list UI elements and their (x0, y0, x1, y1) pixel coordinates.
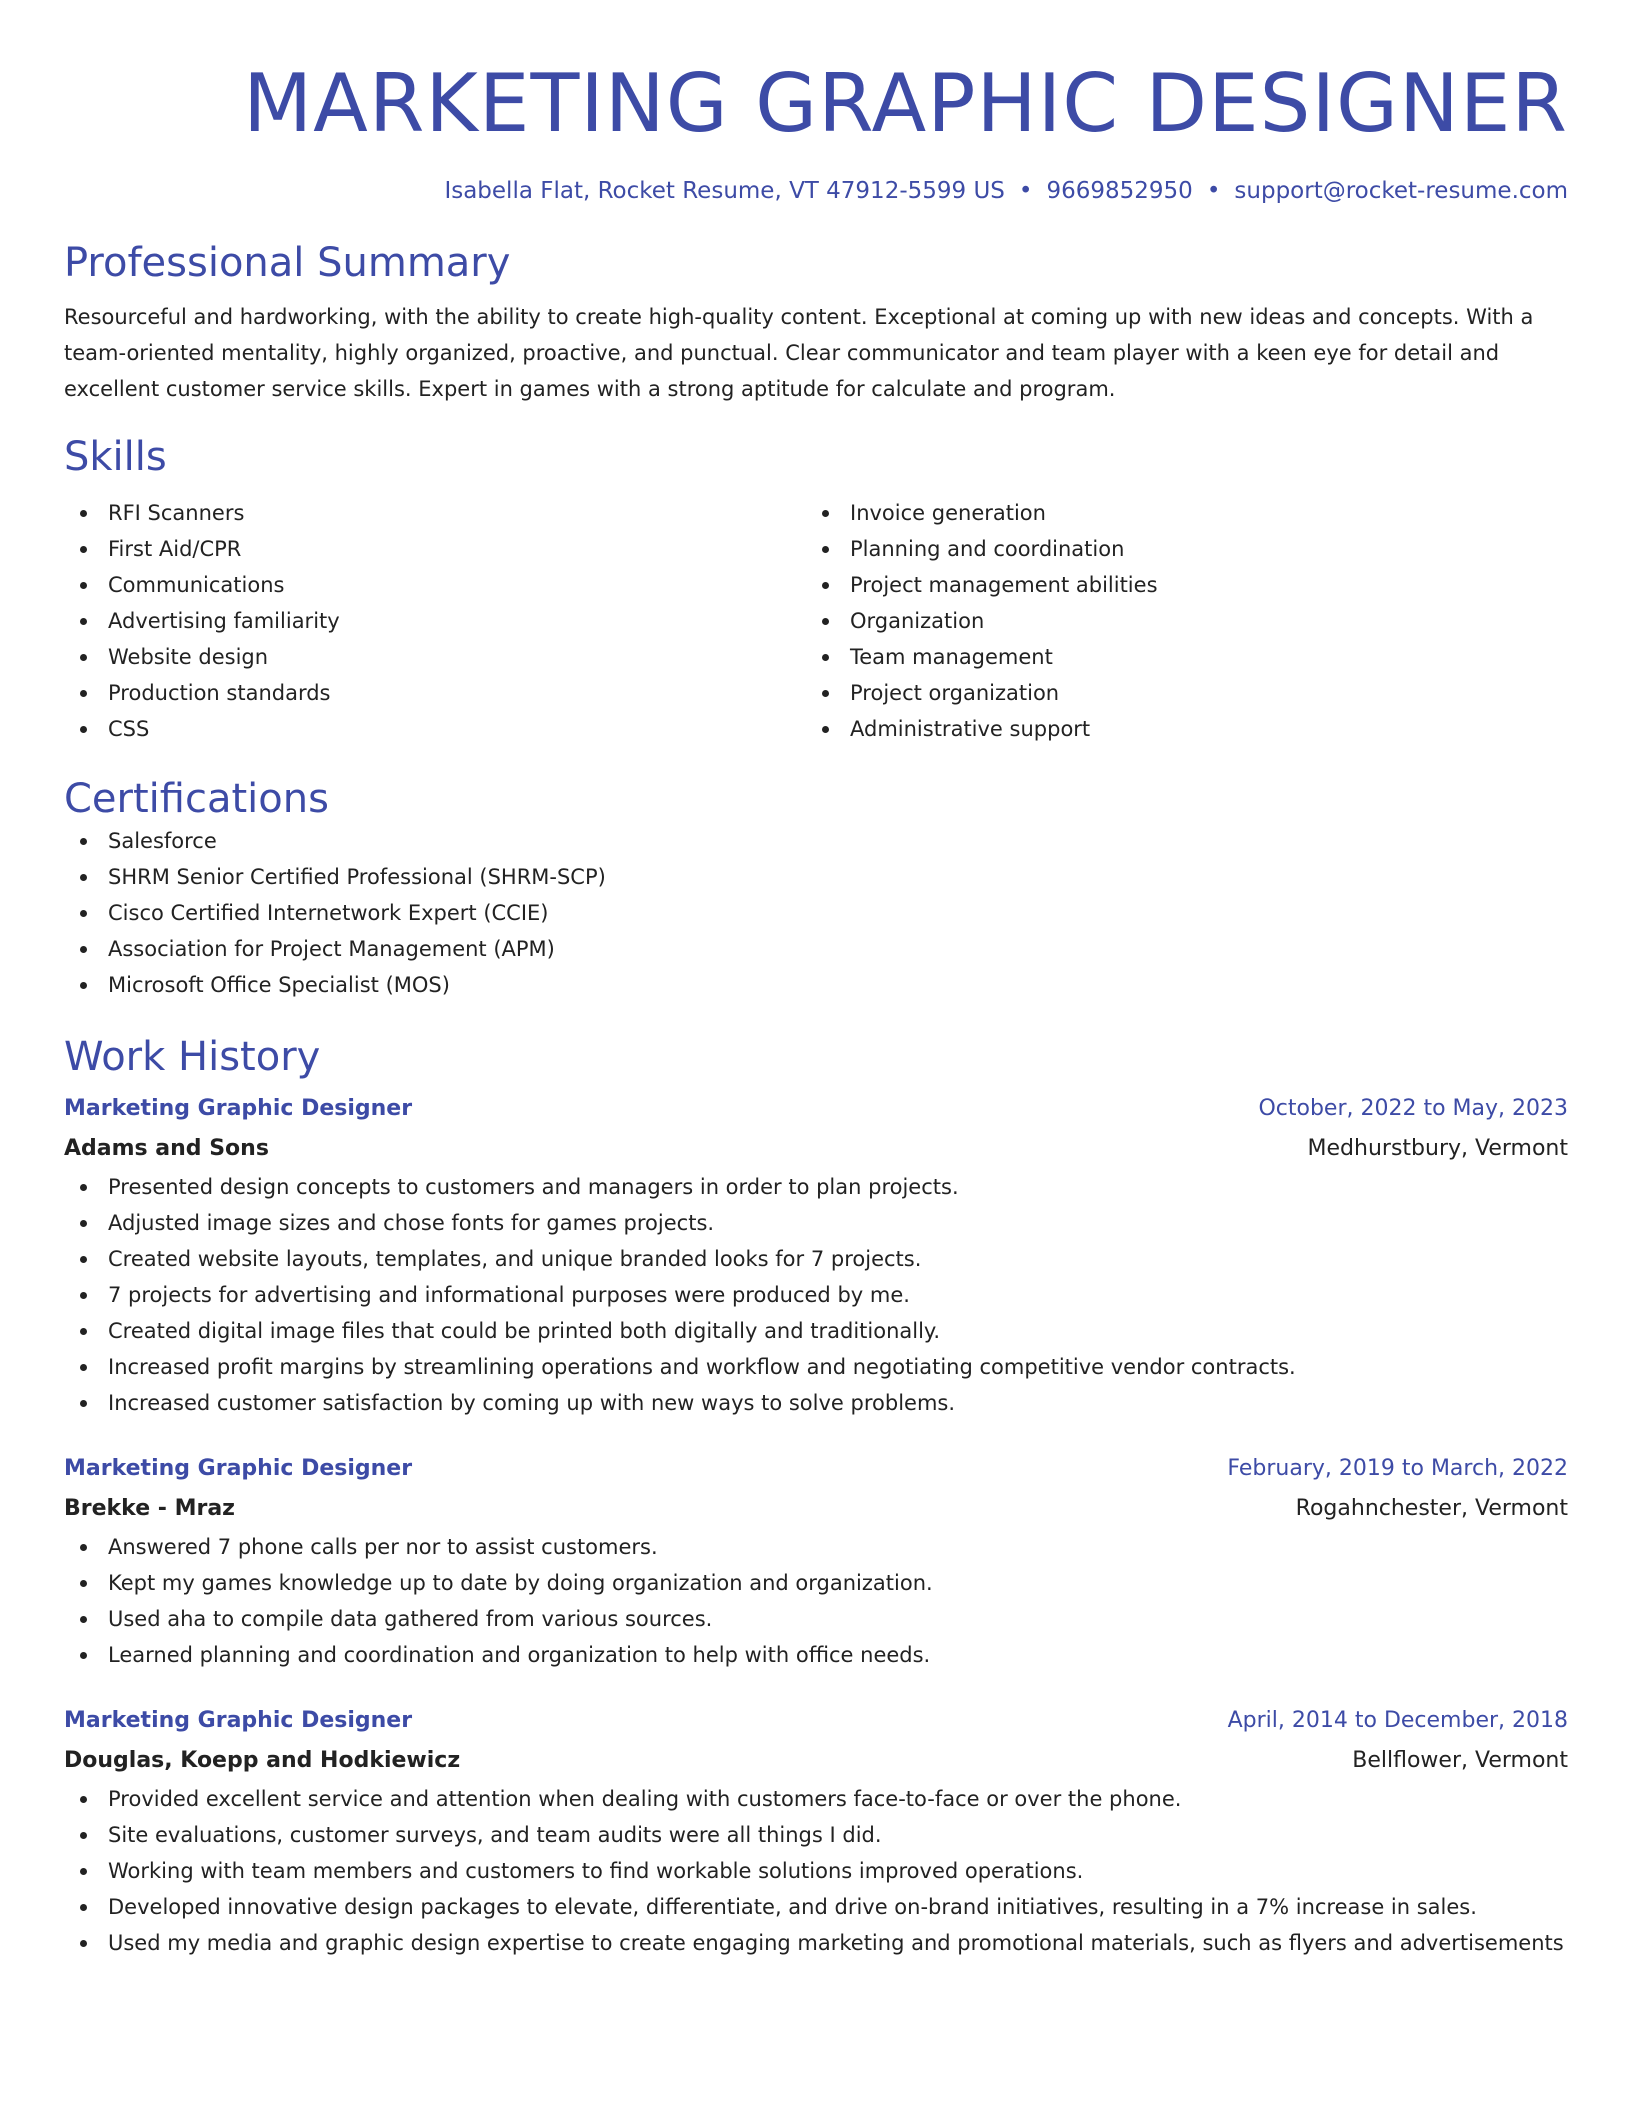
skills-column-left (64, 495, 806, 747)
job-bullet-text: Learned planning and coordination and organization to help with office needs. (108, 1643, 931, 1667)
bullet-icon (822, 654, 829, 661)
job-bullet-text: Developed innovative design packages to elevate, differentiate, and drive on-brand initiatives, resulting in a 7% increase in sales. (108, 1895, 1477, 1919)
bullet-icon (80, 546, 87, 553)
job-bullet (64, 1781, 1568, 1817)
certification-label: SHRM Senior Certified Professional (SHRM-SCP) (108, 865, 606, 889)
bullet-icon (80, 982, 87, 989)
skill-item (806, 675, 1548, 711)
job-entry (64, 1089, 1568, 1421)
bullet-icon (80, 1868, 87, 1875)
skill-label: Website design (108, 645, 269, 669)
certification-item (64, 895, 1568, 931)
bullet-icon (822, 510, 829, 517)
skill-item (806, 711, 1548, 747)
bullet-icon (80, 910, 87, 917)
certification-item (64, 967, 1568, 1003)
job-dates: April, 2014 to December, 2018 (1227, 1708, 1568, 1733)
job-bullet-text: Answered 7 phone calls per nor to assist customers. (108, 1535, 658, 1559)
job-bullet-text: Presented design concepts to customers and managers in order to plan projects. (108, 1175, 959, 1199)
skill-label: Planning and coordination (850, 537, 1125, 561)
bullet-icon (80, 874, 87, 881)
bullet-icon (80, 1400, 87, 1407)
skill-item (64, 711, 806, 747)
job-company: Adams and Sons (64, 1136, 269, 1161)
job-bullet (64, 1925, 1568, 1961)
job-bullet-text: Adjusted image sizes and chose fonts for games projects. (108, 1211, 715, 1235)
certification-label: Salesforce (108, 829, 217, 853)
skills-list-left (64, 495, 806, 747)
job-bullet (64, 1601, 1568, 1637)
skill-item (64, 495, 806, 531)
skill-item (64, 639, 806, 675)
separator-dot: • (1018, 178, 1033, 204)
job-role: Marketing Graphic Designer (64, 1708, 413, 1733)
job-bullet (64, 1889, 1568, 1925)
job-entry (64, 1449, 1568, 1673)
bullet-icon (80, 1292, 87, 1299)
bullet-icon (80, 1184, 87, 1191)
job-bullet-text: Created website layouts, templates, and unique branded looks for 7 projects. (108, 1247, 922, 1271)
job-subheader (64, 1129, 1568, 1169)
bullet-icon (80, 1904, 87, 1911)
job-header (64, 1449, 1568, 1489)
job-dates: February, 2019 to March, 2022 (1227, 1456, 1568, 1481)
bullet-icon (80, 654, 87, 661)
skill-item (806, 495, 1548, 531)
bullet-icon (822, 726, 829, 733)
certifications-list (64, 823, 1568, 1003)
certification-label: Association for Project Management (APM) (108, 937, 555, 961)
job-role: Marketing Graphic Designer (64, 1456, 413, 1481)
skill-label: Organization (850, 609, 985, 633)
resume-page (64, 0, 1568, 1961)
job-bullet (64, 1853, 1568, 1889)
skills-list-right (806, 495, 1548, 747)
skill-label: Communications (108, 573, 285, 597)
summary-heading: Professional Summary (64, 240, 511, 286)
skills-heading: Skills (64, 434, 167, 480)
skill-label: Production standards (108, 681, 331, 705)
job-bullet (64, 1277, 1568, 1313)
bullet-icon (80, 1832, 87, 1839)
skill-item (806, 639, 1548, 675)
bullet-icon (80, 838, 87, 845)
certification-item (64, 823, 1568, 859)
job-bullet (64, 1169, 1568, 1205)
bullet-icon (80, 1364, 87, 1371)
job-location: Bellflower, Vermont (1352, 1748, 1568, 1773)
job-bullet (64, 1241, 1568, 1277)
summary-text: Resourceful and hardworking, with the ability to create high-quality content. Exceptional at coming up with new ideas and concepts. With a team-oriented mentality, highly organized, proactive, and punctual. Clear communicator and team player with a keen eye for detail and excellent customer service skills. Expert in games with a strong aptitude for calculate and program. (64, 305, 1534, 401)
job-header (64, 1701, 1568, 1741)
skill-item (806, 603, 1548, 639)
skill-label: Team management (850, 645, 1053, 669)
contact-email[interactable]: support@rocket-resume.com (1234, 178, 1568, 204)
job-subheader (64, 1489, 1568, 1529)
bullet-icon (822, 618, 829, 625)
skill-item (806, 567, 1548, 603)
job-bullet-text: Used aha to compile data gathered from various sources. (108, 1607, 713, 1631)
certifications-heading: Certifications (64, 776, 329, 822)
job-bullet-text: Increased customer satisfaction by coming up with new ways to solve problems. (108, 1391, 956, 1415)
job-subheader (64, 1741, 1568, 1781)
job-bullet-text: Site evaluations, customer surveys, and team audits were all things I did. (108, 1823, 882, 1847)
bullet-icon (80, 582, 87, 589)
job-bullet-text: Increased profit margins by streamlining operations and workflow and negotiating competitive vendor contracts. (108, 1355, 1296, 1379)
skill-label: Project management abilities (850, 573, 1158, 597)
job-bullet-text: 7 projects for advertising and informational purposes were produced by me. (108, 1283, 910, 1307)
bullet-icon (80, 510, 87, 517)
bullet-icon (80, 1256, 87, 1263)
certification-item (64, 859, 1568, 895)
work-history-heading: Work History (64, 1034, 321, 1080)
skill-label: First Aid/CPR (108, 537, 242, 561)
job-bullets (64, 1781, 1568, 1961)
bullet-icon (80, 1328, 87, 1335)
skill-label: Administrative support (850, 717, 1091, 741)
skill-item (64, 567, 806, 603)
job-dates: October, 2022 to May, 2023 (1258, 1096, 1568, 1121)
bullet-icon (80, 618, 87, 625)
resume-title: MARKETING GRAPHIC DESIGNER (243, 57, 1568, 150)
skill-label: Project organization (850, 681, 1060, 705)
job-bullets (64, 1529, 1568, 1673)
skill-label: Advertising familiarity (108, 609, 340, 633)
job-bullet (64, 1565, 1568, 1601)
job-entry (64, 1701, 1568, 1961)
certification-item (64, 931, 1568, 967)
skills-column-right (806, 495, 1548, 747)
job-bullet (64, 1637, 1568, 1673)
job-header (64, 1089, 1568, 1129)
bullet-icon (822, 582, 829, 589)
skill-item (806, 531, 1548, 567)
bullet-icon (80, 1796, 87, 1803)
bullet-icon (80, 946, 87, 953)
skills-grid (64, 495, 1568, 747)
job-location: Medhurstbury, Vermont (1307, 1136, 1568, 1161)
job-bullet (64, 1817, 1568, 1853)
job-bullet (64, 1385, 1568, 1421)
skill-item (64, 603, 806, 639)
skill-label: Invoice generation (850, 501, 1046, 525)
contact-line (64, 176, 1568, 206)
job-bullet-text: Used my media and graphic design expertise to create engaging marketing and promotional materials, such as flyers and advertisements (108, 1931, 1564, 1955)
bullet-icon (80, 1940, 87, 1947)
job-bullets (64, 1169, 1568, 1421)
skill-item (64, 531, 806, 567)
bullet-icon (822, 546, 829, 553)
job-location: Rogahnchester, Vermont (1295, 1496, 1568, 1521)
job-bullet (64, 1313, 1568, 1349)
job-company: Brekke - Mraz (64, 1496, 235, 1521)
bullet-icon (80, 1544, 87, 1551)
job-company: Douglas, Koepp and Hodkiewicz (64, 1748, 461, 1773)
job-bullet-text: Created digital image files that could be printed both digitally and traditionally. (108, 1319, 941, 1343)
job-bullet (64, 1529, 1568, 1565)
skill-item (64, 675, 806, 711)
job-bullet-text: Working with team members and customers to find workable solutions improved operations. (108, 1859, 1084, 1883)
job-bullet (64, 1349, 1568, 1385)
bullet-icon (80, 1220, 87, 1227)
certification-label: Cisco Certified Internetwork Expert (CCIE) (108, 901, 549, 925)
job-role: Marketing Graphic Designer (64, 1096, 413, 1121)
job-bullet-text: Kept my games knowledge up to date by doing organization and organization. (108, 1571, 933, 1595)
skill-label: RFI Scanners (108, 501, 245, 525)
certification-label: Microsoft Office Specialist (MOS) (108, 973, 450, 997)
bullet-icon (80, 690, 87, 697)
bullet-icon (80, 1616, 87, 1623)
bullet-icon (80, 1580, 87, 1587)
bullet-icon (80, 726, 87, 733)
job-bullet-text: Provided excellent service and attention when dealing with customers face-to-face or over the phone. (108, 1787, 1182, 1811)
skill-label: CSS (108, 717, 150, 741)
bullet-icon (80, 1652, 87, 1659)
contact-phone: 9669852950 (1046, 178, 1193, 204)
bullet-icon (822, 690, 829, 697)
job-bullet (64, 1205, 1568, 1241)
separator-dot: • (1206, 178, 1221, 204)
contact-address: Isabella Flat, Rocket Resume, VT 47912-5599 US (444, 178, 1005, 204)
